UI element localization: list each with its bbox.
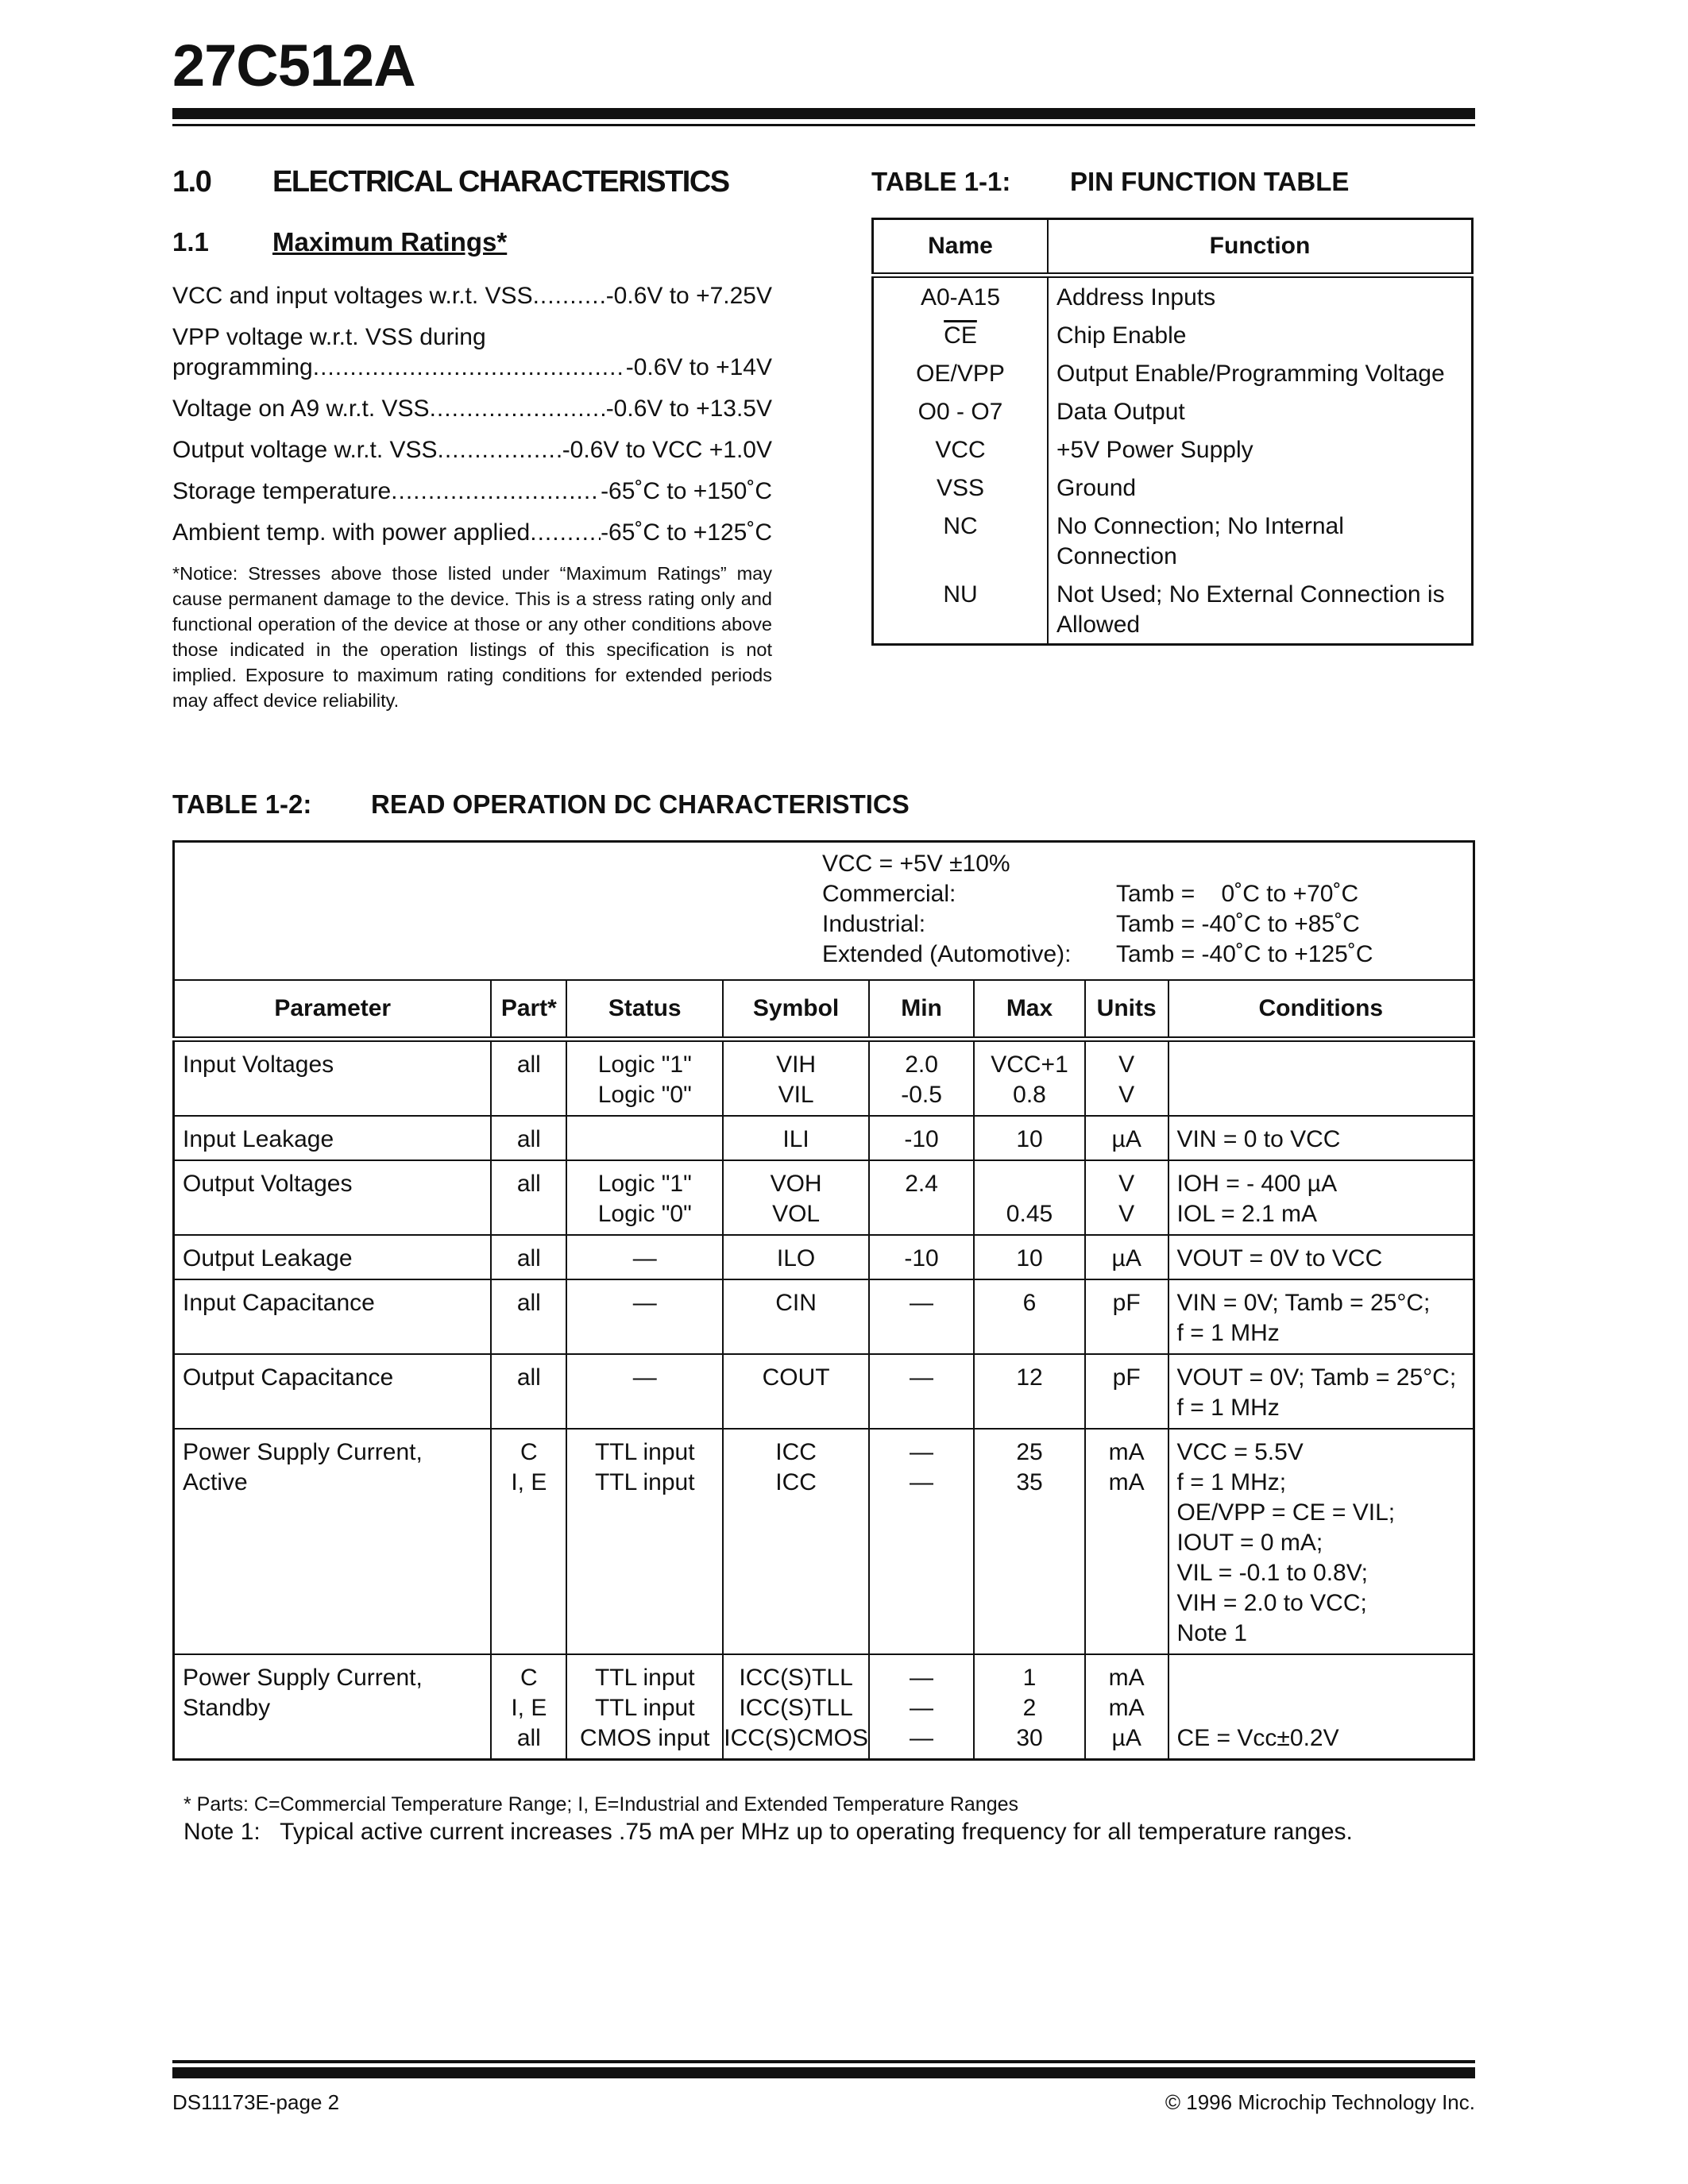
section-number: 1.0 bbox=[172, 165, 211, 199]
dc-min: 2.4 bbox=[869, 1160, 974, 1235]
subsection-title: Maximum Ratings* bbox=[272, 227, 508, 257]
dc-header-min: Min bbox=[869, 980, 974, 1040]
table-row bbox=[873, 276, 1473, 317]
dc-min: 2.0 -0.5 bbox=[869, 1040, 974, 1117]
dc-status: — bbox=[566, 1235, 723, 1279]
dc-units: µA bbox=[1085, 1235, 1168, 1279]
pin-function: Address Inputs bbox=[1056, 284, 1216, 311]
dc-parameter: Input Capacitance bbox=[174, 1279, 492, 1354]
dc-min: — bbox=[869, 1279, 974, 1354]
dc-status: — bbox=[566, 1279, 723, 1354]
dc-status bbox=[566, 1116, 723, 1160]
pin-table-caption-title: PIN FUNCTION TABLE bbox=[1070, 167, 1350, 196]
pin-name: A0-A15 bbox=[873, 276, 1049, 317]
rating-value: -65˚C to +125˚C bbox=[601, 519, 772, 546]
table-row bbox=[174, 1354, 1474, 1429]
note-1: Note 1: Typical active current increases .75 mA per MHz up to operating frequency for all temperature ranges. bbox=[183, 1819, 1353, 1845]
leader-dots bbox=[438, 437, 562, 464]
dc-conditions: VIN = 0V; Tamb = 25°C; f = 1 MHz bbox=[1168, 1279, 1474, 1354]
leader-dots bbox=[430, 396, 606, 423]
rating-row bbox=[172, 396, 772, 423]
dc-table-caption-number: TABLE 1-2: bbox=[172, 789, 312, 819]
dc-header-status: Status bbox=[566, 980, 723, 1040]
dc-parameter: Power Supply Current, Active bbox=[174, 1429, 492, 1654]
rating-label: programming bbox=[172, 354, 313, 380]
dc-header-units: Units bbox=[1085, 980, 1168, 1040]
dc-part: C I, E all bbox=[491, 1654, 566, 1760]
pin-name: VSS bbox=[873, 469, 1049, 507]
pin-table-header-function: Function bbox=[1048, 219, 1473, 276]
dc-status: Logic "1" Logic "0" bbox=[566, 1040, 723, 1117]
dc-conditions: CE = Vcc±0.2V bbox=[1168, 1654, 1474, 1760]
copyright: © 1996 Microchip Technology Inc. bbox=[1165, 2090, 1475, 2114]
pin-name: O0 - O7 bbox=[873, 392, 1049, 430]
dc-max: 25 35 bbox=[974, 1429, 1085, 1654]
table-row bbox=[873, 507, 1473, 575]
dc-symbol: VIH VIL bbox=[723, 1040, 869, 1117]
dc-max: 12 bbox=[974, 1354, 1085, 1429]
dc-parameter: Output Leakage bbox=[174, 1235, 492, 1279]
pin-name: NU bbox=[873, 575, 1049, 645]
table-row bbox=[174, 1429, 1474, 1654]
rating-value: -0.6V to VCC +1.0V bbox=[562, 437, 772, 463]
rating-row bbox=[172, 354, 772, 381]
dc-symbol: ILI bbox=[723, 1116, 869, 1160]
dc-units: mA mA bbox=[1085, 1429, 1168, 1654]
dc-max: 1 2 30 bbox=[974, 1654, 1085, 1760]
rating-label: Ambient temp. with power applied bbox=[172, 519, 531, 546]
dc-part: all bbox=[491, 1354, 566, 1429]
dc-header-max: Max bbox=[974, 980, 1085, 1040]
dc-table-caption bbox=[172, 789, 910, 820]
section-heading bbox=[172, 165, 729, 199]
dc-table-caption-title: READ OPERATION DC CHARACTERISTICS bbox=[371, 789, 910, 819]
operating-conditions bbox=[174, 842, 1474, 981]
section-title: ELECTRICAL CHARACTERISTICS bbox=[272, 165, 729, 199]
dc-symbol: ILO bbox=[723, 1235, 869, 1279]
page-number: DS11173E-page 2 bbox=[172, 2090, 340, 2114]
dc-status: — bbox=[566, 1354, 723, 1429]
pin-function: Not Used; No External Connection is Allowed bbox=[1056, 581, 1445, 638]
dc-symbol: ICC(S)TLL ICC(S)TLL ICC(S)CMOS bbox=[723, 1654, 869, 1760]
dc-units: mA mA µA bbox=[1085, 1654, 1168, 1760]
dc-conditions: VOUT = 0V; Tamb = 25°C; f = 1 MHz bbox=[1168, 1354, 1474, 1429]
dc-part: all bbox=[491, 1235, 566, 1279]
table-row bbox=[873, 354, 1473, 392]
dc-units: µA bbox=[1085, 1116, 1168, 1160]
pin-table-header-name: Name bbox=[873, 219, 1049, 276]
dc-status: Logic "1" Logic "0" bbox=[566, 1160, 723, 1235]
dc-parameter: Output Voltages bbox=[174, 1160, 492, 1235]
dc-units: V V bbox=[1085, 1040, 1168, 1117]
document-title: 27C512A bbox=[172, 33, 415, 98]
condition-line: Extended (Automotive): Tamb = -40˚C to +125˚C bbox=[822, 941, 1373, 967]
dc-header-part: Part* bbox=[491, 980, 566, 1040]
header-rule bbox=[172, 108, 1475, 119]
rating-value: -0.6V to +13.5V bbox=[605, 396, 772, 422]
footer-rule bbox=[172, 2067, 1475, 2078]
pin-function: +5V Power Supply bbox=[1056, 437, 1253, 463]
pin-table-caption-number: TABLE 1-1: bbox=[871, 167, 1011, 196]
rating-row bbox=[172, 437, 772, 464]
dc-min: — — — bbox=[869, 1654, 974, 1760]
dc-conditions: VCC = 5.5V f = 1 MHz; OE/VPP = CE = VIL; IOUT = 0 mA; VIL = -0.1 to 0.8V; VIH = 2.0 to VCC; Note 1 bbox=[1168, 1429, 1474, 1654]
pin-function: Ground bbox=[1056, 475, 1137, 501]
dc-conditions: VOUT = 0V to VCC bbox=[1168, 1235, 1474, 1279]
rating-label: VCC and input voltages w.r.t. VSS bbox=[172, 283, 533, 309]
dc-conditions: IOH = - 400 µA IOL = 2.1 mA bbox=[1168, 1160, 1474, 1235]
rating-row bbox=[172, 283, 772, 310]
table-row bbox=[873, 430, 1473, 469]
table-row bbox=[174, 1040, 1474, 1117]
dc-max: 0.45 bbox=[974, 1160, 1085, 1235]
dc-header-conditions: Conditions bbox=[1168, 980, 1474, 1040]
pin-function-table bbox=[871, 218, 1474, 646]
dc-parameter: Input Leakage bbox=[174, 1116, 492, 1160]
dc-min: — — bbox=[869, 1429, 974, 1654]
leader-dots bbox=[533, 283, 606, 310]
dc-units: V V bbox=[1085, 1160, 1168, 1235]
parts-footnote: * Parts: C=Commercial Temperature Range; I, E=Industrial and Extended Temperature Ranges bbox=[183, 1793, 1019, 1815]
table-row bbox=[873, 469, 1473, 507]
dc-units: pF bbox=[1085, 1279, 1168, 1354]
rating-label: VPP voltage w.r.t. VSS during bbox=[172, 324, 486, 350]
dc-conditions: VIN = 0 to VCC bbox=[1168, 1116, 1474, 1160]
table-row bbox=[873, 392, 1473, 430]
rating-row bbox=[172, 519, 772, 546]
rating-label: Voltage on A9 w.r.t. VSS bbox=[172, 396, 430, 422]
condition-line: Commercial: Tamb = 0˚C to +70˚C bbox=[822, 881, 1359, 907]
dc-part: all bbox=[491, 1160, 566, 1235]
leader-dots bbox=[391, 478, 601, 505]
footer-rule-thin bbox=[172, 2060, 1475, 2063]
leader-dots bbox=[530, 519, 601, 546]
dc-max: 10 bbox=[974, 1116, 1085, 1160]
dc-part: all bbox=[491, 1116, 566, 1160]
dc-max: 6 bbox=[974, 1279, 1085, 1354]
table-row bbox=[174, 1116, 1474, 1160]
pin-name: VCC bbox=[873, 430, 1049, 469]
dc-status: TTL input TTL input CMOS input bbox=[566, 1654, 723, 1760]
dc-header-parameter: Parameter bbox=[174, 980, 492, 1040]
table-row bbox=[174, 1235, 1474, 1279]
subsection-heading bbox=[172, 227, 507, 257]
rating-value: -0.6V to +7.25V bbox=[605, 283, 772, 309]
pin-name: NC bbox=[873, 507, 1049, 575]
pin-name: OE/VPP bbox=[873, 354, 1049, 392]
dc-min: -10 bbox=[869, 1116, 974, 1160]
pin-function: Chip Enable bbox=[1056, 322, 1187, 349]
table-row bbox=[174, 1160, 1474, 1235]
dc-symbol: COUT bbox=[723, 1354, 869, 1429]
condition-line: Industrial: Tamb = -40˚C to +85˚C bbox=[822, 911, 1360, 937]
rating-label: Storage temperature bbox=[172, 478, 392, 504]
dc-symbol: VOH VOL bbox=[723, 1160, 869, 1235]
dc-characteristics-table bbox=[172, 840, 1475, 1761]
pin-function: Data Output bbox=[1056, 399, 1185, 425]
dc-parameter: Power Supply Current, Standby bbox=[183, 1665, 423, 1721]
rating-label: Output voltage w.r.t. VSS bbox=[172, 437, 438, 463]
rating-value: -65˚C to +150˚C bbox=[601, 478, 772, 504]
leader-dots bbox=[313, 354, 626, 381]
dc-parameter: Input Voltages bbox=[174, 1040, 492, 1117]
subsection-number: 1.1 bbox=[172, 227, 209, 257]
table-row bbox=[174, 1279, 1474, 1354]
dc-min: -10 bbox=[869, 1235, 974, 1279]
dc-max: VCC+1 0.8 bbox=[974, 1040, 1085, 1117]
dc-symbol: CIN bbox=[723, 1279, 869, 1354]
dc-header-symbol: Symbol bbox=[723, 980, 869, 1040]
dc-units: pF bbox=[1085, 1354, 1168, 1429]
dc-parameter: Output Capacitance bbox=[174, 1354, 492, 1429]
pin-table-caption bbox=[871, 167, 1349, 197]
header-rule-thin bbox=[172, 124, 1475, 126]
dc-symbol: ICC ICC bbox=[723, 1429, 869, 1654]
pin-function: Output Enable/Programming Voltage bbox=[1056, 361, 1445, 387]
table-row bbox=[873, 316, 1473, 354]
dc-max: 10 bbox=[974, 1235, 1085, 1279]
condition-line: VCC = +5V ±10% bbox=[822, 851, 1010, 877]
dc-min: — bbox=[869, 1354, 974, 1429]
dc-part: all bbox=[491, 1279, 566, 1354]
pin-name: $\overline{CE}$ bbox=[873, 316, 1049, 354]
dc-conditions bbox=[1168, 1040, 1474, 1117]
rating-row bbox=[172, 478, 772, 505]
pin-function: No Connection; No Internal Connection bbox=[1056, 513, 1344, 569]
rating-value: -0.6V to +14V bbox=[625, 354, 772, 380]
table-row bbox=[174, 1654, 1474, 1760]
dc-part: all bbox=[491, 1040, 566, 1117]
dc-part: C I, E bbox=[491, 1429, 566, 1654]
rating-row bbox=[172, 324, 772, 351]
dc-status: TTL input TTL input bbox=[566, 1429, 723, 1654]
table-row bbox=[873, 575, 1473, 645]
maximum-ratings-notice: *Notice: Stresses above those listed under “Maximum Ratings” may cause permanent damage to the device. This is a stress rating only and functional operation of the device at those or any other conditions above those indicated in the operation listings of this specification is not implied. Exposure to maximum rating conditions for extended periods may affect device reliability. bbox=[172, 563, 772, 711]
